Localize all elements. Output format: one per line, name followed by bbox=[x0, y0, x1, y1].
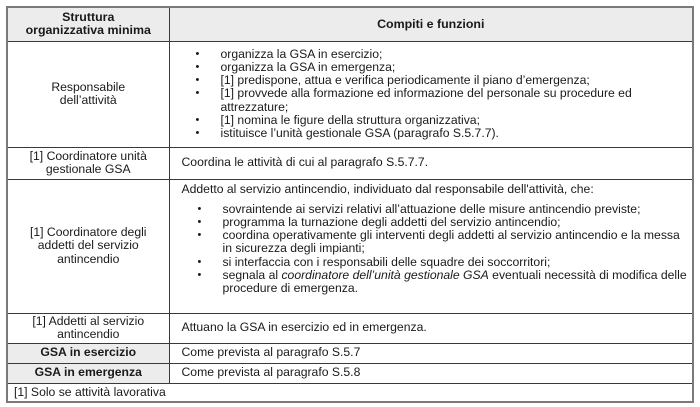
tasks-cell bbox=[169, 41, 693, 147]
role-label: gestionale GSA bbox=[45, 162, 131, 176]
tasks-cell: Attuano la GSA in esercizio ed in emergenza. bbox=[169, 313, 693, 343]
tasks-cell: Come prevista al paragrafo S.5.8 bbox=[169, 363, 693, 383]
list-item: • istituisce l’unità gestionale GSA (paragrafo S.5.7.7). bbox=[196, 127, 693, 140]
tasks-cell: Come prevista al paragrafo S.5.7 bbox=[169, 343, 693, 363]
role-label: dell’attività bbox=[59, 93, 117, 107]
header-row bbox=[7, 7, 693, 41]
header-structure bbox=[7, 7, 169, 41]
role-cell: GSA in esercizio bbox=[7, 343, 169, 363]
list-item bbox=[198, 269, 693, 295]
list-item: • organizza la GSA in esercizio; bbox=[196, 48, 693, 61]
list-item: • organizza la GSA in emergenza; bbox=[196, 61, 693, 74]
task-list bbox=[182, 203, 693, 295]
text-fragment: segnala al bbox=[222, 267, 282, 282]
role-cell bbox=[7, 41, 169, 147]
list-item: • sovraintende ai servizi relativi all’attuazione delle misure antincendio previste; bbox=[198, 203, 693, 216]
role-cell bbox=[7, 147, 169, 179]
task-list bbox=[170, 48, 693, 140]
footnote: [1] Solo se attività lavorativa bbox=[7, 383, 693, 402]
tasks-cell bbox=[169, 179, 693, 313]
text-fragment: eventuali necessità di modifica delle procedure di emergenza. bbox=[222, 267, 687, 295]
list-item: • [1] nomina le figure della struttura organizzativa; bbox=[196, 114, 693, 127]
role-label: addetti del servizio bbox=[37, 238, 139, 253]
table-row-addetti bbox=[7, 313, 693, 343]
role-cell bbox=[7, 313, 169, 343]
list-item: • [1] predispone, attua e verifica periodicamente il piano d’emergenza; bbox=[196, 74, 693, 87]
header-tasks: Compiti e funzioni bbox=[169, 7, 693, 41]
italic-reference: coordinatore dell’unità gestionale GSA bbox=[281, 267, 489, 282]
role-cell: GSA in emergenza bbox=[7, 363, 169, 383]
role-label: antincendio bbox=[57, 327, 120, 341]
header-structure-line1: Struttura bbox=[62, 10, 115, 25]
table-row-coordinatore-gsa bbox=[7, 147, 693, 179]
role-label: antincendio bbox=[57, 251, 120, 266]
role-label: Responsabile bbox=[51, 79, 126, 94]
table-row-gsa-emergenza bbox=[7, 363, 693, 383]
organizational-structure-table bbox=[6, 6, 694, 403]
table-row-gsa-esercizio bbox=[7, 343, 693, 363]
role-label: [1] Addetti al servizio bbox=[32, 313, 145, 328]
list-item: • coordina operativamente gli interventi degli addetti al servizio antincendio e la messa in sicurezza degli impianti; bbox=[198, 229, 693, 255]
list-item: • programma la turnazione degli addetti del servizio antincendio; bbox=[198, 216, 693, 229]
role-label: [1] Coordinatore degli bbox=[29, 225, 147, 240]
list-item: • [1] provvede alla formazione ed informazione del personale su procedure ed attrezzature; bbox=[196, 87, 693, 113]
table-row-responsabile bbox=[7, 41, 693, 147]
footnote-row bbox=[7, 383, 693, 402]
list-item: • si interfaccia con i responsabili delle squadre dei soccorritori; bbox=[198, 256, 693, 269]
role-label: [1] Coordinatore unità bbox=[29, 148, 147, 163]
tasks-intro: Addetto al servizio antincendio, individuato dal responsabile dell'attività, che: bbox=[181, 181, 594, 196]
header-structure-line2: organizzativa minima bbox=[25, 23, 151, 38]
table-row-coordinatore-addetti bbox=[7, 179, 693, 313]
role-cell bbox=[7, 179, 169, 313]
tasks-cell: Coordina le attività di cui al paragrafo S.5.7.7. bbox=[169, 147, 693, 179]
